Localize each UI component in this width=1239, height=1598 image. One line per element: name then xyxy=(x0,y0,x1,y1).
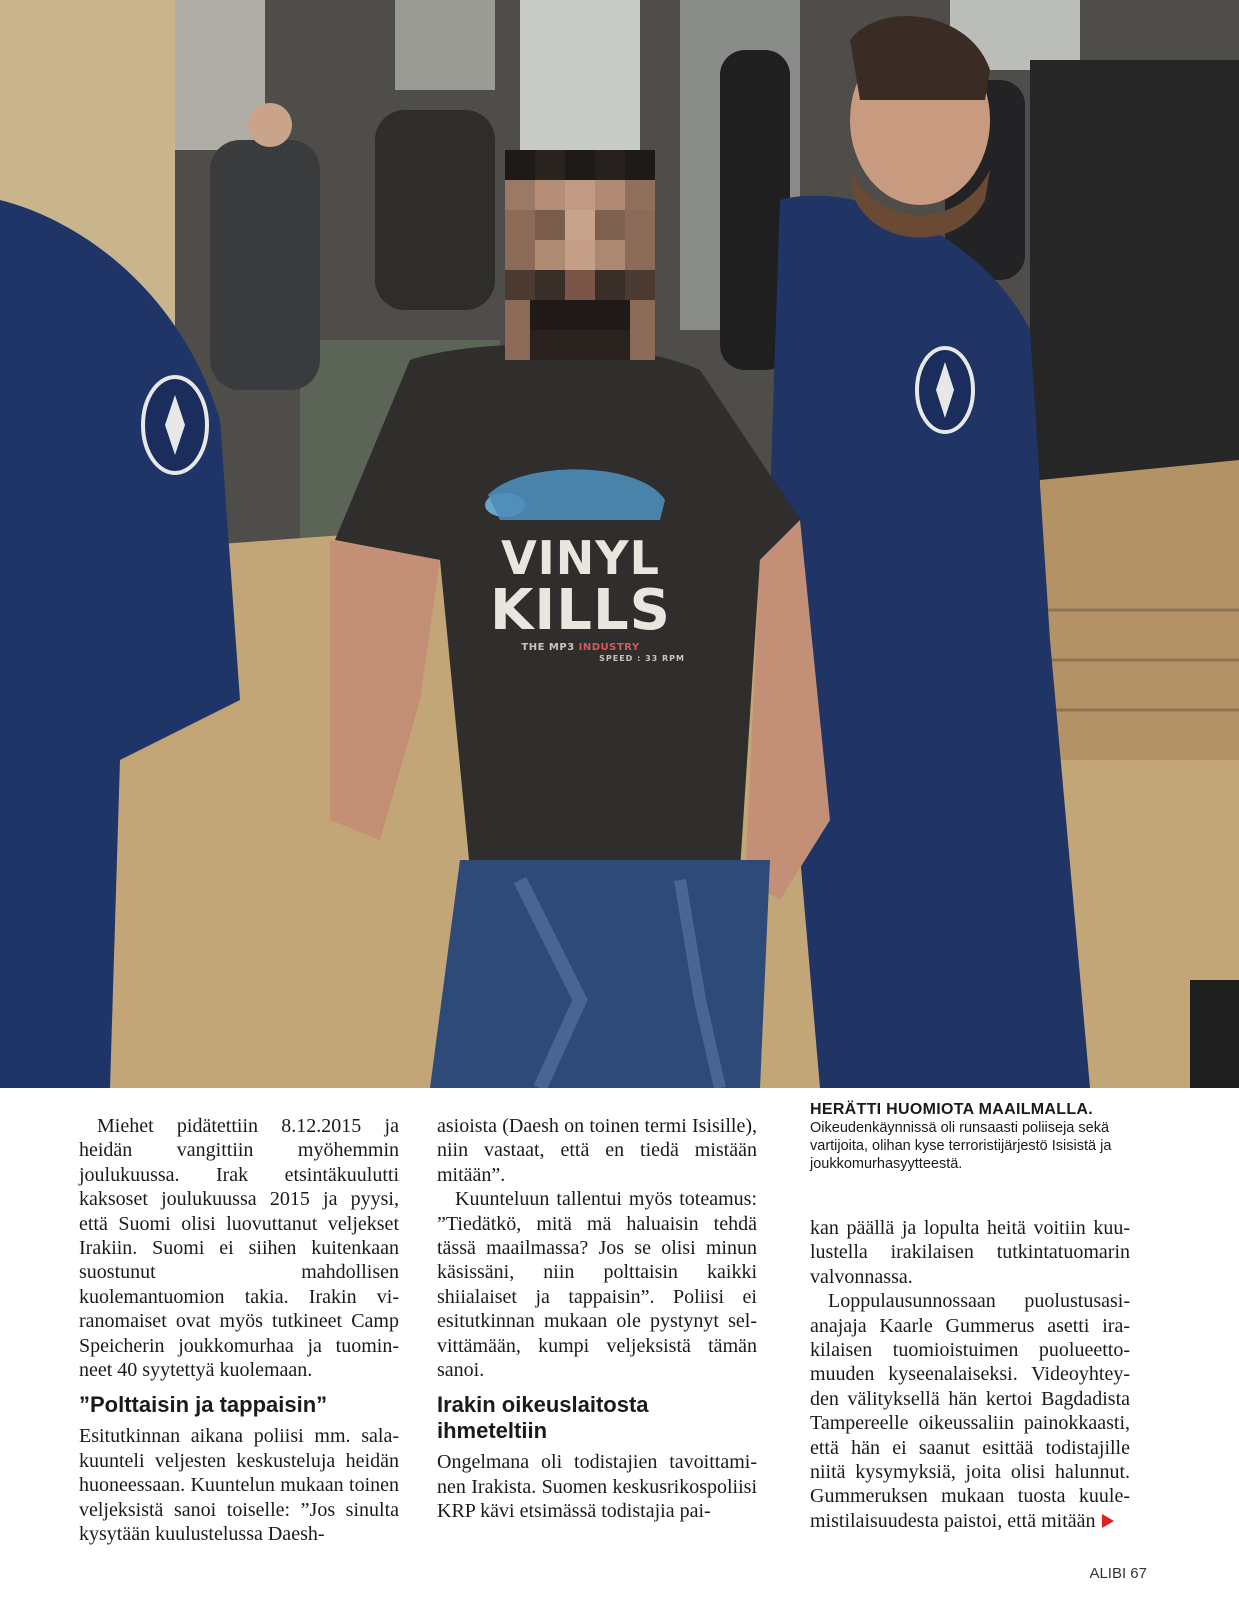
paragraph xyxy=(810,1289,1130,1533)
article-column-3 xyxy=(810,1216,1130,1533)
bench xyxy=(1190,980,1239,1088)
pixelated-face xyxy=(505,150,655,360)
caption-heading: HERÄTTI HUOMIOTA MAAILMALLA. xyxy=(810,1101,1094,1118)
paragraph: asioista (Daesh on toinen termi Isisille), niin vastaat, että en tiedä mistään mitään”. xyxy=(437,1115,757,1186)
page-folio: ALIBI 67 xyxy=(1089,1565,1147,1582)
tshirt-print xyxy=(468,531,693,663)
paragraph: Esitutkinnan aikana poliisi mm. salakuunteli veljesten keskusteluja heidän huoneessaan. Kuuntelun mukaan toinen veljeksistä sanoi toiselle: ”Jos sinulta kysytään kuulustelussa Daesh- xyxy=(79,1425,399,1546)
jeans xyxy=(430,860,770,1088)
paragraph: kan päällä ja lopulta heitä voitiin kuulustella irakilaisen tutkintatuomarin valvonnassa. xyxy=(810,1217,1130,1288)
photo-caption xyxy=(810,1101,1140,1173)
continue-arrow-icon xyxy=(1102,1514,1114,1528)
dark-panel xyxy=(1030,60,1239,500)
paragraph: Miehet pidätettiin 8.12.2015 ja heidän vangittiin myöhemmin joulukuussa. Irak etsintäkuulutti kaksoset joulukuussa 2015 ja pyysi, että Suomi olisi luovuttanut veljekset Irakiin. Suomi ei siihen kuitenkaan suostunut mahdollisen kuolemantuomion takia. Irakin viranomaiset ovat myös tutkineet Camp Speicherin joukkomurhaa ja tuominneet 40 syytettyä kuolemaan. xyxy=(79,1115,399,1382)
tshirt-line1: VINYL xyxy=(501,531,660,585)
tshirt-line2: KILLS xyxy=(490,578,671,643)
tshirt-line3a: THE MP3 xyxy=(521,642,579,653)
tshirt-line4: SPEED : 33 RPM xyxy=(599,654,685,663)
caption-body: Oikeudenkäynnissä oli runsaasti poliiseja sekä vartijoita, olihan kyse terroristijärjestö Isisistä ja joukkomurhasyytteestä. xyxy=(810,1120,1112,1172)
bystander xyxy=(375,110,495,310)
article-column-1 xyxy=(79,1114,399,1547)
article-column-2 xyxy=(437,1114,757,1524)
window-light xyxy=(520,0,640,150)
subheading: ”Polttaisin ja tappaisin” xyxy=(79,1392,328,1418)
paragraph: Kuunteluun tallentui myös toteamus: ”Tiedätkö, mitä mä haluaisin tehdä tässä maailmassa? Jos se olisi minun käsissäni, niin polttaisin kaikki shiialaiset ja tappaisin”. Poliisi ei esitutkinnan mukaan ole pystynyt selvittämään, kumpi veljeksistä tämän sanoi. xyxy=(437,1188,757,1382)
tshirt-line3 xyxy=(468,643,693,653)
bystander xyxy=(210,140,320,390)
paragraph-text: Loppulausunnossaan puolustusasianajaja Kaarle Gummerus asetti irakilaisen tuomioistuimen puolueettomuuden kyseenalaiseksi. Videoyhteyden välityksellä hän kertoi Bagdadista Tampereelle oikeussaliin painokkaasti, että hän ei saanut esittää todistajille niitä kysymyksiä, joita olisi halunnut. Gummeruksen mukaan tuosta kuulemistilaisuudesta paistoi, että mitään xyxy=(810,1290,1130,1532)
paragraph: Ongelmana oli todistajien tavoittaminen Irakista. Suomen keskusrikospoliisi KRP kävi etsimässä todistajia pai- xyxy=(437,1451,757,1523)
subheading: Irakin oikeuslaitosta ihmeteltiin xyxy=(437,1392,649,1444)
tshirt-line3b: INDUSTRY xyxy=(578,642,640,653)
window-light xyxy=(395,0,495,90)
